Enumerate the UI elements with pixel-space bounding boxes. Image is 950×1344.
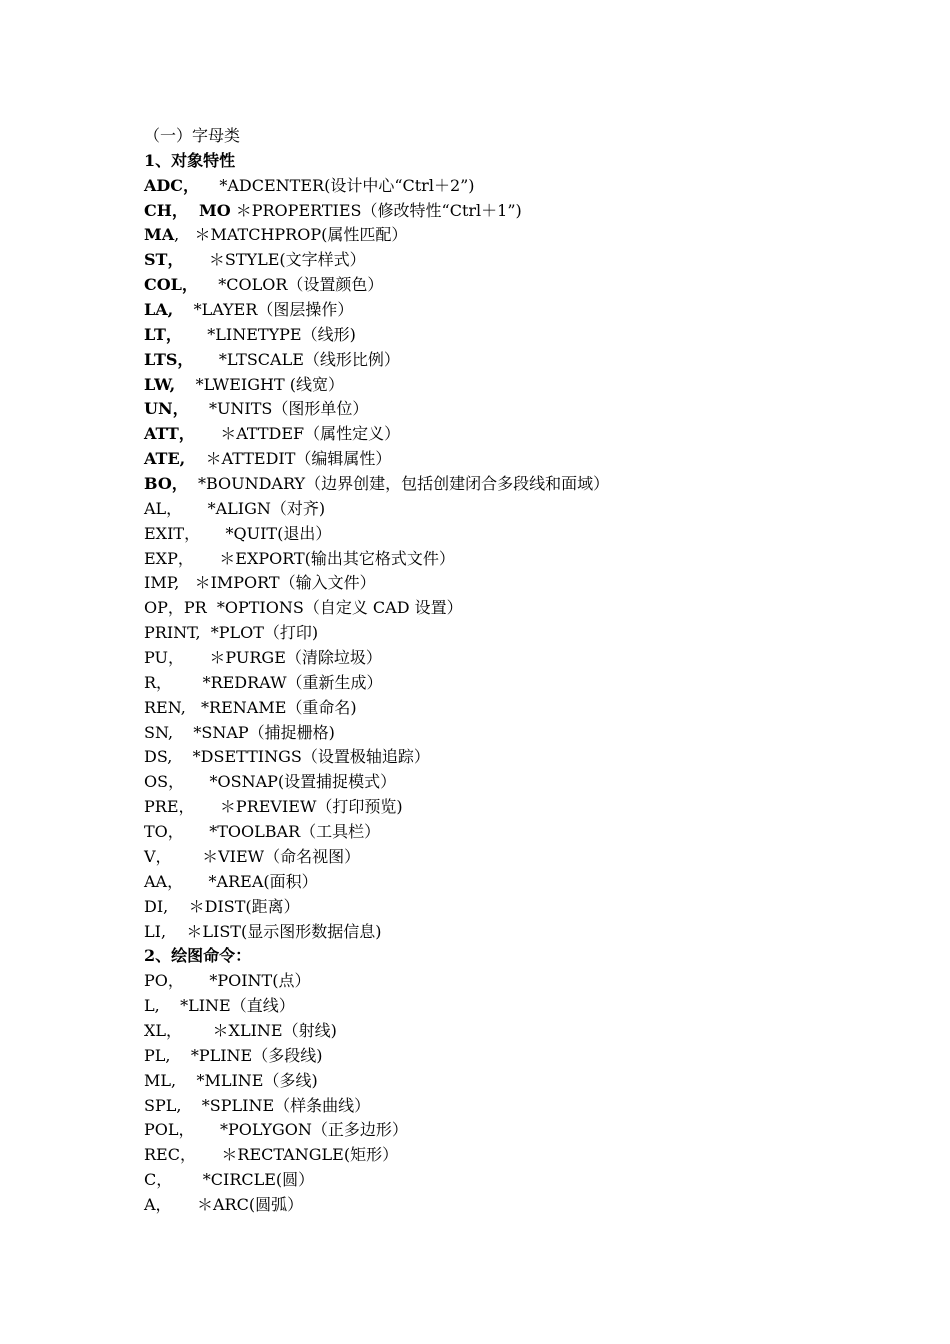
command-entry	[144, 199, 844, 224]
command-alias: C，	[144, 1170, 173, 1190]
command-alias: SPL,	[144, 1095, 182, 1115]
command-entry	[144, 1143, 844, 1168]
command-entry	[144, 348, 844, 373]
command-entry	[144, 870, 844, 895]
command-entry	[144, 497, 844, 522]
command-description: *LINE（直线）	[159, 996, 295, 1016]
command-entry	[144, 373, 844, 398]
command-entry	[144, 1118, 844, 1143]
command-description: *TOOLBAR（工具栏）	[183, 822, 381, 842]
command-alias: LA,	[144, 300, 174, 320]
group-heading: 1、对象特性	[144, 150, 236, 170]
command-alias: ATE,	[144, 449, 186, 469]
command-description: *DSETTINGS（设置极轴追踪）	[172, 747, 430, 767]
command-entry	[144, 447, 844, 472]
command-alias: R，	[144, 672, 173, 692]
command-alias: A，	[144, 1194, 172, 1214]
command-description: ＊DIST(距离）	[168, 896, 300, 916]
command-description: ＊PURGE（清除垃圾）	[183, 648, 382, 668]
command-description: ＊RECTANGLE(矩形）	[195, 1145, 399, 1165]
command-alias: PL,	[144, 1045, 171, 1065]
command-entry	[144, 721, 844, 746]
command-entry	[144, 323, 844, 348]
command-entry	[144, 1094, 844, 1119]
command-alias: OS，	[144, 772, 185, 792]
command-description: *CIRCLE(圆）	[172, 1170, 315, 1190]
command-description: *SPLINE（样条曲线）	[181, 1095, 371, 1115]
section-title: （一）字母类	[144, 126, 241, 145]
command-description: ＊XLINE（射线)	[182, 1020, 337, 1040]
command-description: ＊EXPORT(输出其它格式文件）	[193, 548, 455, 568]
command-alias: COL，	[144, 275, 198, 295]
command-description: *LWEIGHT (线宽）	[175, 374, 344, 394]
command-description: ＊VIEW（命名视图）	[171, 846, 361, 866]
command-entry	[144, 1019, 844, 1044]
command-alias: ATT，	[144, 424, 195, 444]
command-alias: REN,	[144, 697, 186, 717]
command-description: *OSNAP(设置捕捉模式）	[184, 772, 397, 792]
command-description: ＊PROPERTIES（修改特性“Ctrl＋1”)	[230, 200, 522, 220]
command-alias: POL，	[144, 1120, 195, 1140]
command-alias: IMP,	[144, 573, 180, 593]
command-alias: ML,	[144, 1070, 177, 1090]
command-description: *UNITS（图形单位）	[188, 399, 369, 419]
command-description: *PLINE（多段线)	[170, 1045, 323, 1065]
command-description: *LTSCALE（线形比例）	[193, 349, 400, 369]
command-description: ＊STYLE(文字样式）	[183, 250, 366, 270]
command-alias: LTS，	[144, 349, 194, 369]
command-alias: TO，	[144, 822, 184, 842]
command-entry	[144, 770, 844, 795]
command-description: *LAYER（图层操作）	[173, 300, 354, 320]
command-entry	[144, 298, 844, 323]
command-description: *COLOR（设置颜色）	[197, 275, 384, 295]
command-description: *POLYGON（正多边形）	[194, 1120, 408, 1140]
command-description: *OPTIONS（自定义 CAD 设置）	[206, 598, 463, 618]
command-entry	[144, 820, 844, 845]
command-alias: AA，	[144, 871, 184, 891]
command-description: ＊ARC(圆弧）	[171, 1194, 304, 1214]
command-alias: UN，	[144, 399, 189, 419]
command-entry	[144, 223, 844, 248]
document-content	[144, 124, 844, 1218]
command-entry	[144, 1044, 844, 1069]
command-description: ＊ATTDEF（属性定义）	[194, 424, 401, 444]
command-alias: XL，	[144, 1020, 183, 1040]
command-alias: SN,	[144, 722, 174, 742]
command-description: *ADCENTER(设计中心“Ctrl＋2”)	[199, 175, 475, 195]
command-entry	[144, 1168, 844, 1193]
command-alias: AL，	[144, 498, 183, 518]
command-entry	[144, 248, 844, 273]
command-entry	[144, 547, 844, 572]
command-alias: ADC，	[144, 175, 200, 195]
command-alias: L,	[144, 996, 160, 1016]
command-entry	[144, 895, 844, 920]
command-entry	[144, 596, 844, 621]
command-description: ＊IMPORT（输入文件）	[179, 573, 376, 593]
command-description: *BOUNDARY（边界创建，包括创建闭合多段线和面域）	[187, 474, 610, 494]
command-alias: PU，	[144, 648, 184, 668]
command-alias: DS,	[144, 747, 173, 767]
command-entry	[144, 1069, 844, 1094]
command-entry	[144, 845, 844, 870]
command-entry	[144, 571, 844, 596]
command-description: *RENAME（重命名)	[185, 697, 357, 717]
command-alias: OP，PR	[144, 598, 207, 618]
command-description: , ＊MATCHPROP(属性匹配）	[174, 225, 408, 245]
command-entry	[144, 920, 844, 945]
command-entry	[144, 646, 844, 671]
command-description: ＊PREVIEW（打印预览)	[194, 797, 403, 817]
command-entry	[144, 696, 844, 721]
command-entry	[144, 397, 844, 422]
command-description: *LINETYPE（线形)	[181, 324, 356, 344]
command-alias: BO，	[144, 474, 188, 494]
command-entry	[144, 1193, 844, 1218]
command-description: *AREA(面积）	[183, 871, 318, 891]
command-alias: PO，	[144, 971, 184, 991]
command-alias: DI,	[144, 896, 169, 916]
command-alias: LW,	[144, 374, 176, 394]
command-entry	[144, 745, 844, 770]
command-alias: V，	[144, 846, 172, 866]
command-description: *QUIT(退出）	[200, 523, 332, 543]
command-entry	[144, 522, 844, 547]
command-alias: ST，	[144, 250, 184, 270]
command-entry	[144, 174, 844, 199]
command-entry	[144, 795, 844, 820]
command-alias: REC，	[144, 1145, 196, 1165]
command-description: *SNAP（捕捉栅格)	[173, 722, 335, 742]
command-alias: LI,	[144, 921, 167, 941]
command-description: *MLINE（多线)	[176, 1070, 318, 1090]
command-entry	[144, 994, 844, 1019]
group-heading: 2、绘图命令：	[144, 946, 252, 966]
command-description: ＊LIST(显示图形数据信息)	[166, 921, 382, 941]
command-description: *REDRAW（重新生成）	[172, 672, 383, 692]
command-alias: EXP，	[144, 548, 194, 568]
command-entry	[144, 273, 844, 298]
command-entry	[144, 422, 844, 447]
command-alias: EXIT，	[144, 523, 201, 543]
command-alias: CH， MO	[144, 200, 231, 220]
command-alias: PRE，	[144, 797, 195, 817]
command-entry	[144, 621, 844, 646]
command-description: ＊ATTEDIT（编辑属性）	[185, 449, 392, 469]
command-description: *ALIGN（对齐)	[182, 498, 326, 518]
command-description: *PLOT（打印)	[200, 623, 319, 643]
command-alias: MA	[144, 225, 175, 245]
command-entry	[144, 472, 844, 497]
command-alias: PRINT,	[144, 623, 201, 643]
command-description: *POINT(点）	[183, 971, 311, 991]
command-entry	[144, 969, 844, 994]
command-alias: LT，	[144, 324, 182, 344]
command-entry	[144, 671, 844, 696]
